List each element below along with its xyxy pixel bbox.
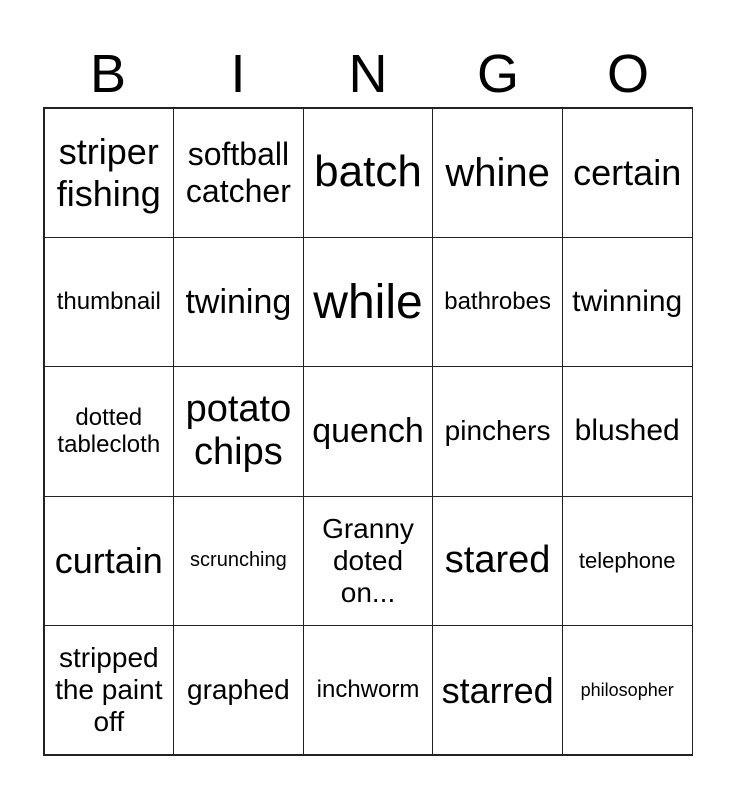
bingo-cell[interactable]: while bbox=[303, 237, 434, 367]
bingo-cell[interactable]: scrunching bbox=[173, 496, 304, 626]
bingo-cell[interactable]: twining bbox=[173, 237, 304, 367]
header-letter-g: G bbox=[476, 44, 519, 104]
bingo-cell[interactable]: twinning bbox=[562, 237, 693, 367]
header-letter-o: O bbox=[606, 44, 649, 104]
bingo-cell[interactable]: curtain bbox=[44, 496, 175, 626]
header-letter-n: N bbox=[348, 44, 388, 104]
bingo-cell[interactable]: philosopher bbox=[562, 625, 693, 755]
bingo-cell[interactable]: graphed bbox=[173, 625, 304, 755]
bingo-cell[interactable]: thumbnail bbox=[44, 237, 175, 367]
bingo-cell[interactable]: blushed bbox=[562, 366, 693, 496]
bingo-cell[interactable]: striper fishing bbox=[44, 108, 175, 238]
bingo-cell[interactable]: certain bbox=[562, 108, 693, 238]
bingo-cell[interactable]: batch bbox=[303, 108, 434, 238]
bingo-cell[interactable]: bathrobes bbox=[432, 237, 563, 367]
bingo-cell[interactable]: stripped the paint off bbox=[44, 625, 175, 755]
bingo-cell[interactable]: starred bbox=[432, 625, 563, 755]
header-letter-i: I bbox=[230, 44, 246, 104]
bingo-cell[interactable]: quench bbox=[303, 366, 434, 496]
bingo-cell[interactable]: pinchers bbox=[432, 366, 563, 496]
bingo-cell[interactable]: potato chips bbox=[173, 366, 304, 496]
bingo-cell[interactable]: stared bbox=[432, 496, 563, 626]
bingo-cell[interactable]: Granny doted on... bbox=[303, 496, 434, 626]
bingo-cell[interactable]: inchworm bbox=[303, 625, 434, 755]
bingo-cell[interactable]: softball catcher bbox=[173, 108, 304, 238]
bingo-cell[interactable]: whine bbox=[432, 108, 563, 238]
bingo-cell[interactable]: dotted tablecloth bbox=[44, 366, 175, 496]
header-letter-b: B bbox=[89, 44, 127, 104]
bingo-cell[interactable]: telephone bbox=[562, 496, 693, 626]
bingo-card-grid bbox=[43, 107, 693, 756]
bingo-header bbox=[43, 42, 693, 106]
